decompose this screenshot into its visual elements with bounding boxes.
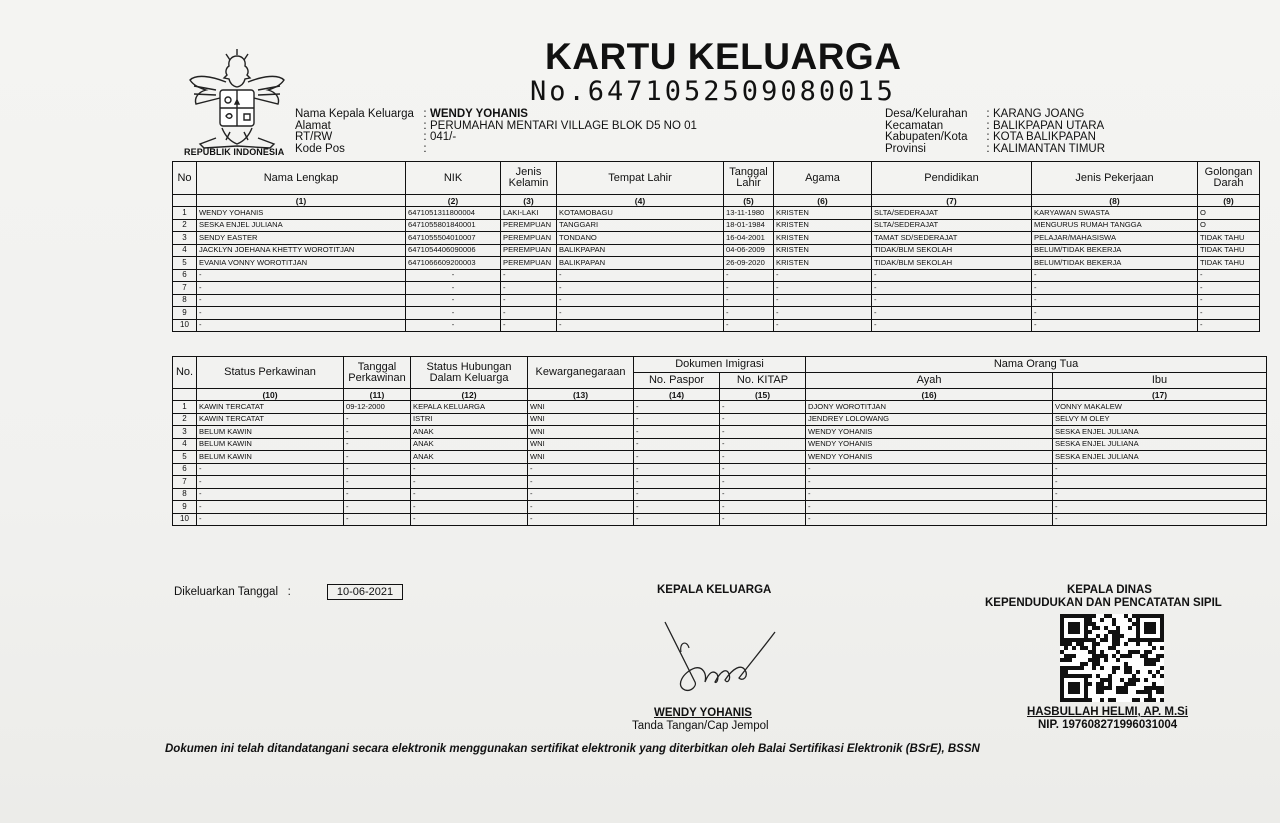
table-cell: - xyxy=(197,513,344,526)
table-cell: PELAJAR/MAHASISWA xyxy=(1032,232,1198,245)
table-cell: - xyxy=(634,501,720,514)
table-row xyxy=(173,307,1260,320)
info-label: Kecamatan xyxy=(885,119,944,132)
table-cell: - xyxy=(806,513,1053,526)
table-cell: - xyxy=(774,307,872,320)
table-row xyxy=(173,282,1260,295)
table-cell: LAKI-LAKI xyxy=(501,207,557,220)
table-cell: SLTA/SEDERAJAT xyxy=(872,219,1032,232)
table-cell: SLTA/SEDERAJAT xyxy=(872,207,1032,220)
table-cell: KARYAWAN SWASTA xyxy=(1032,207,1198,220)
document-title: KARTU KELUARGA xyxy=(545,36,902,77)
table-cell: - xyxy=(720,401,806,414)
table-cell: - xyxy=(720,413,806,426)
table-cell: - xyxy=(872,319,1032,332)
table-row xyxy=(173,257,1260,270)
table-cell: - xyxy=(720,438,806,451)
table-cell: TAMAT SD/SEDERAJAT xyxy=(872,232,1032,245)
table-cell: KAWIN TERCATAT xyxy=(197,401,344,414)
table-cell: - xyxy=(1032,282,1198,295)
table-cell: - xyxy=(197,463,344,476)
col-header: Pendidikan xyxy=(872,162,1032,195)
family-info-left: Nama Kepala Keluarga : WENDY YOHANIS Alamat : PERUMAHAN MENTARI VILLAGE BLOK D5 NO 01 RT/RW : 041/- Kode Pos : xyxy=(295,108,697,155)
table-cell: WNI xyxy=(528,426,634,439)
table-cell: - xyxy=(344,488,411,501)
table-row xyxy=(173,219,1260,232)
table-cell: 04-06-2009 xyxy=(724,244,774,257)
col-number: (7) xyxy=(872,195,1032,207)
kk-signatory-name: WENDY YOHANIS xyxy=(654,707,752,719)
col-header: Ibu xyxy=(1053,373,1267,389)
table-cell: ANAK xyxy=(411,438,528,451)
table-cell: - xyxy=(406,319,501,332)
table-cell: - xyxy=(774,269,872,282)
table-cell: 1 xyxy=(173,207,197,220)
table-cell: - xyxy=(197,282,406,295)
table-cell: - xyxy=(634,438,720,451)
table-cell: - xyxy=(501,294,557,307)
table-row xyxy=(173,319,1260,332)
table-cell: - xyxy=(501,282,557,295)
table-cell: MENGURUS RUMAH TANGGA xyxy=(1032,219,1198,232)
table-cell: SESKA ENJEL JULIANA xyxy=(197,219,406,232)
table-cell: - xyxy=(1032,319,1198,332)
col-header: Jenis Kelamin xyxy=(501,162,557,195)
info-value-desa: KARANG JOANG xyxy=(993,108,1085,120)
table-row xyxy=(173,244,1260,257)
table-cell: - xyxy=(406,282,501,295)
table-cell: - xyxy=(720,476,806,489)
table-cell: - xyxy=(1053,501,1267,514)
table-cell: 6 xyxy=(173,463,197,476)
info-label: Provinsi xyxy=(885,142,926,155)
col-number: (3) xyxy=(501,195,557,207)
table-cell: 2 xyxy=(173,219,197,232)
table-cell: 26-09-2020 xyxy=(724,257,774,270)
table-row xyxy=(173,488,1267,501)
table-row xyxy=(173,413,1267,426)
table-cell: - xyxy=(197,319,406,332)
kk-signature-title: KEPALA KELUARGA xyxy=(657,584,772,596)
table-cell: - xyxy=(411,501,528,514)
table-cell: PEREMPUAN xyxy=(501,257,557,270)
table-cell: 9 xyxy=(173,501,197,514)
table-cell: 7 xyxy=(173,476,197,489)
table-cell: - xyxy=(344,438,411,451)
table-cell: - xyxy=(724,307,774,320)
table-cell: - xyxy=(528,476,634,489)
table-cell: WENDY YOHANIS xyxy=(197,207,406,220)
table-cell: - xyxy=(806,463,1053,476)
table-cell: - xyxy=(634,426,720,439)
table-cell: 8 xyxy=(173,488,197,501)
table-cell: 9 xyxy=(173,307,197,320)
table-cell: - xyxy=(634,476,720,489)
table-cell: PEREMPUAN xyxy=(501,232,557,245)
info-label: Alamat xyxy=(295,119,331,132)
table-cell: KRISTEN xyxy=(774,257,872,270)
info-label: Desa/Kelurahan xyxy=(885,108,968,120)
table-cell: - xyxy=(720,488,806,501)
table-cell: - xyxy=(724,282,774,295)
col-header: Golongan Darah xyxy=(1198,162,1260,195)
table-cell: 18-01-1984 xyxy=(724,219,774,232)
table-cell: - xyxy=(634,463,720,476)
info-value-kota: KOTA BALIKPAPAN xyxy=(993,131,1096,143)
col-number: (17) xyxy=(1053,389,1267,401)
table-cell: ANAK xyxy=(411,426,528,439)
kk-number: No.6471052509080015 xyxy=(530,76,896,107)
col-header: No xyxy=(173,162,197,195)
table-cell: - xyxy=(1198,307,1260,320)
issued-date: 10-06-2021 xyxy=(327,584,403,600)
table-row xyxy=(173,451,1267,464)
table-cell: 6471051311800004 xyxy=(406,207,501,220)
table-cell: - xyxy=(634,513,720,526)
marital-parents-table xyxy=(172,356,1267,526)
dinas-title: KEPALA DINAS xyxy=(1067,584,1152,596)
table-cell: - xyxy=(806,488,1053,501)
col-header: Status Perkawinan xyxy=(197,357,344,389)
table-cell: TIDAK TAHU xyxy=(1198,244,1260,257)
family-members-table xyxy=(172,161,1260,332)
dinas-head-name: HASBULLAH HELMI, AP. M.Si xyxy=(1027,706,1189,718)
table-cell: WNI xyxy=(528,401,634,414)
table-cell: O xyxy=(1198,207,1260,220)
table-cell: 4 xyxy=(173,244,197,257)
table-cell: WENDY YOHANIS xyxy=(806,438,1053,451)
table-cell: WENDY YOHANIS xyxy=(806,426,1053,439)
table-cell: - xyxy=(1053,488,1267,501)
table-cell: - xyxy=(720,513,806,526)
col-header: Tanggal Lahir xyxy=(724,162,774,195)
table-cell: SENDY EASTER xyxy=(197,232,406,245)
table-cell: TIDAK TAHU xyxy=(1198,232,1260,245)
table-cell: WNI xyxy=(528,438,634,451)
table-row xyxy=(173,438,1267,451)
table-cell: 6471055801840001 xyxy=(406,219,501,232)
table-cell: - xyxy=(411,488,528,501)
col-header: Status Hubungan Dalam Keluarga xyxy=(411,357,528,389)
col-header: Ayah xyxy=(806,373,1053,389)
table-cell: - xyxy=(1053,513,1267,526)
table-cell: 2 xyxy=(173,413,197,426)
table-cell: ANAK xyxy=(411,451,528,464)
table-cell: WNI xyxy=(528,451,634,464)
table-cell: O xyxy=(1198,219,1260,232)
table-cell: - xyxy=(197,476,344,489)
qr-code-icon xyxy=(1060,614,1164,702)
table-row xyxy=(173,269,1260,282)
table-cell: - xyxy=(528,463,634,476)
table-row xyxy=(173,426,1267,439)
table-cell: - xyxy=(197,307,406,320)
col-header: Tempat Lahir xyxy=(557,162,724,195)
table-cell: KRISTEN xyxy=(774,207,872,220)
col-header: Kewarganegaraan xyxy=(528,357,634,389)
table-cell: - xyxy=(406,294,501,307)
table-cell: - xyxy=(197,269,406,282)
table-cell: - xyxy=(720,463,806,476)
col-number: (5) xyxy=(724,195,774,207)
col-number: (15) xyxy=(720,389,806,401)
table-cell: - xyxy=(634,401,720,414)
electronic-signature-note: Dokumen ini telah ditandatangani secara elektronik menggunakan sertifikat elektronik yang diterbitkan oleh Balai Sertifikasi Elektronik (BSrE), BSSN xyxy=(165,743,980,755)
table-cell: WENDY YOHANIS xyxy=(806,451,1053,464)
table-cell: - xyxy=(1032,307,1198,320)
table-cell: - xyxy=(1198,319,1260,332)
col-number: (11) xyxy=(344,389,411,401)
table-cell: - xyxy=(557,282,724,295)
table-cell: DJONY WOROTITJAN xyxy=(806,401,1053,414)
col-header: Nama Lengkap xyxy=(197,162,406,195)
table-cell: 09-12-2000 xyxy=(344,401,411,414)
table-cell: - xyxy=(724,294,774,307)
table-row xyxy=(173,476,1267,489)
table-cell: BELUM KAWIN xyxy=(197,426,344,439)
table-cell: - xyxy=(406,269,501,282)
table-cell: KRISTEN xyxy=(774,244,872,257)
info-label: Kabupaten/Kota xyxy=(885,131,968,143)
table-cell: - xyxy=(872,307,1032,320)
table-cell: - xyxy=(344,413,411,426)
signature-icon xyxy=(645,612,785,708)
table-cell: - xyxy=(774,282,872,295)
table-cell: - xyxy=(1053,476,1267,489)
table-cell: - xyxy=(872,294,1032,307)
table-cell: SESKA ENJEL JULIANA xyxy=(1053,438,1267,451)
table-cell: - xyxy=(634,488,720,501)
table-cell: - xyxy=(720,426,806,439)
table-cell: BELUM KAWIN xyxy=(197,438,344,451)
table-cell: - xyxy=(774,294,872,307)
table-cell: TANGGARI xyxy=(557,219,724,232)
col-header: No. Paspor xyxy=(634,373,720,389)
table-cell: 13-11-1980 xyxy=(724,207,774,220)
table-cell: JENDREY LOLOWANG xyxy=(806,413,1053,426)
table-cell: 6 xyxy=(173,269,197,282)
table-cell: VONNY MAKALEW xyxy=(1053,401,1267,414)
table-row xyxy=(173,232,1260,245)
table-cell: - xyxy=(197,488,344,501)
table-cell: 6471054406090006 xyxy=(406,244,501,257)
info-value-provinsi: KALIMANTAN TIMUR xyxy=(993,142,1106,155)
col-header: No. KITAP xyxy=(720,373,806,389)
table-cell: TIDAK/BLM SEKOLAH xyxy=(872,257,1032,270)
dinas-head-nip: NIP. 197608271996031004 xyxy=(1038,719,1178,731)
table-row xyxy=(173,501,1267,514)
table-cell: PEREMPUAN xyxy=(501,219,557,232)
table-row xyxy=(173,401,1267,414)
table-cell: - xyxy=(528,488,634,501)
info-value-rtrw: 041/- xyxy=(430,131,457,143)
table-cell: - xyxy=(1198,269,1260,282)
col-number: (9) xyxy=(1198,195,1260,207)
col-header: Jenis Pekerjaan xyxy=(1032,162,1198,195)
table-cell: - xyxy=(774,319,872,332)
col-header: Agama xyxy=(774,162,872,195)
table-cell: - xyxy=(557,307,724,320)
table-row xyxy=(173,294,1260,307)
table-cell: - xyxy=(557,294,724,307)
table-cell: PEREMPUAN xyxy=(501,244,557,257)
info-label: Nama Kepala Keluarga xyxy=(295,108,414,120)
table-cell: BELUM KAWIN xyxy=(197,451,344,464)
table-cell: - xyxy=(501,319,557,332)
table-cell: - xyxy=(344,513,411,526)
table-cell: 16-04-2001 xyxy=(724,232,774,245)
table-cell: 4 xyxy=(173,438,197,451)
col-number: (1) xyxy=(197,195,406,207)
republik-indonesia-label: REPUBLIK INDONESIA xyxy=(184,147,285,157)
table-cell: 10 xyxy=(173,319,197,332)
table-cell: SELVY M OLEY xyxy=(1053,413,1267,426)
table-cell: 3 xyxy=(173,232,197,245)
table-cell: - xyxy=(344,463,411,476)
col-number: (6) xyxy=(774,195,872,207)
col-number: (4) xyxy=(557,195,724,207)
info-value-head: WENDY YOHANIS xyxy=(430,108,528,120)
table-cell: BELUM/TIDAK BEKERJA xyxy=(1032,257,1198,270)
table-cell: KEPALA KELUARGA xyxy=(411,401,528,414)
table-cell: BELUM/TIDAK BEKERJA xyxy=(1032,244,1198,257)
table-cell: 3 xyxy=(173,426,197,439)
table-cell: 6471066609200003 xyxy=(406,257,501,270)
table-cell: - xyxy=(724,269,774,282)
table-cell: - xyxy=(406,307,501,320)
table-row xyxy=(173,513,1267,526)
table-cell: - xyxy=(197,294,406,307)
table-cell: - xyxy=(1198,294,1260,307)
col-number: (12) xyxy=(411,389,528,401)
table-cell: - xyxy=(197,501,344,514)
issued-label: Dikeluarkan Tanggal : xyxy=(174,586,291,598)
col-number: (14) xyxy=(634,389,720,401)
table-cell: 7 xyxy=(173,282,197,295)
table-cell: - xyxy=(501,307,557,320)
info-label: RT/RW xyxy=(295,131,333,143)
table-cell: 5 xyxy=(173,257,197,270)
table-cell: - xyxy=(528,501,634,514)
table-cell: BALIKPAPAN xyxy=(557,244,724,257)
table-cell: - xyxy=(634,413,720,426)
col-number: (2) xyxy=(406,195,501,207)
info-label: Kode Pos xyxy=(295,142,345,155)
col-number: (16) xyxy=(806,389,1053,401)
col-header: Dokumen Imigrasi xyxy=(634,357,806,373)
table-row xyxy=(173,207,1260,220)
table-cell: 5 xyxy=(173,451,197,464)
table-cell: - xyxy=(344,476,411,489)
table-cell: - xyxy=(724,319,774,332)
table-cell: - xyxy=(1032,269,1198,282)
table-cell: - xyxy=(344,426,411,439)
table-cell: KAWIN TERCATAT xyxy=(197,413,344,426)
table-cell: - xyxy=(720,451,806,464)
info-value-address: PERUMAHAN MENTARI VILLAGE BLOK D5 NO 01 xyxy=(430,119,697,132)
table-cell: - xyxy=(806,501,1053,514)
table-cell: - xyxy=(411,476,528,489)
col-header: NIK xyxy=(406,162,501,195)
table-cell: - xyxy=(344,451,411,464)
table-cell: TIDAK TAHU xyxy=(1198,257,1260,270)
table-cell: 1 xyxy=(173,401,197,414)
col-number: (13) xyxy=(528,389,634,401)
table-cell: - xyxy=(806,476,1053,489)
col-header: Nama Orang Tua xyxy=(806,357,1267,373)
table-cell: EVANIA VONNY WOROTITJAN xyxy=(197,257,406,270)
garuda-emblem-icon xyxy=(186,46,288,154)
table-cell: SESKA ENJEL JULIANA xyxy=(1053,451,1267,464)
table-cell: JACKLYN JOEHANA KHETTY WOROTITJAN xyxy=(197,244,406,257)
table-row xyxy=(173,463,1267,476)
table-cell: KRISTEN xyxy=(774,219,872,232)
table-cell: - xyxy=(411,513,528,526)
table-cell: TIDAK/BLM SEKOLAH xyxy=(872,244,1032,257)
table-cell: KRISTEN xyxy=(774,232,872,245)
table-cell: - xyxy=(872,269,1032,282)
table-cell: - xyxy=(557,269,724,282)
col-number: (8) xyxy=(1032,195,1198,207)
dinas-subtitle: KEPENDUDUKAN DAN PENCATATAN SIPIL xyxy=(985,597,1222,609)
table-cell: - xyxy=(1053,463,1267,476)
table-cell: WNI xyxy=(528,413,634,426)
table-cell: 6471055504010007 xyxy=(406,232,501,245)
table-cell: - xyxy=(528,513,634,526)
table-cell: - xyxy=(501,269,557,282)
col-header: Tanggal Perkawinan xyxy=(344,357,411,389)
table-cell: - xyxy=(720,501,806,514)
table-cell: BALIKPAPAN xyxy=(557,257,724,270)
table-cell: - xyxy=(1198,282,1260,295)
table-cell: ISTRI xyxy=(411,413,528,426)
table-cell: - xyxy=(1032,294,1198,307)
col-number: (10) xyxy=(197,389,344,401)
family-info-right: Desa/Kelurahan : KARANG JOANG Kecamatan : BALIKPAPAN UTARA Kabupaten/Kota : KOTA BALIKPAPAN Provinsi : KALIMANTAN TIMUR xyxy=(885,108,1106,155)
table-cell: - xyxy=(411,463,528,476)
table-cell: 10 xyxy=(173,513,197,526)
table-cell: SESKA ENJEL JULIANA xyxy=(1053,426,1267,439)
table-cell: TONDANO xyxy=(557,232,724,245)
table-cell: - xyxy=(557,319,724,332)
table-cell: - xyxy=(634,451,720,464)
info-value-kecamatan: BALIKPAPAN UTARA xyxy=(993,119,1105,132)
table-cell: - xyxy=(872,282,1032,295)
table-cell: 8 xyxy=(173,294,197,307)
col-header: No. xyxy=(173,357,197,389)
kk-signature-caption: Tanda Tangan/Cap Jempol xyxy=(632,720,769,732)
table-cell: - xyxy=(344,501,411,514)
table-cell: KOTAMOBAGU xyxy=(557,207,724,220)
